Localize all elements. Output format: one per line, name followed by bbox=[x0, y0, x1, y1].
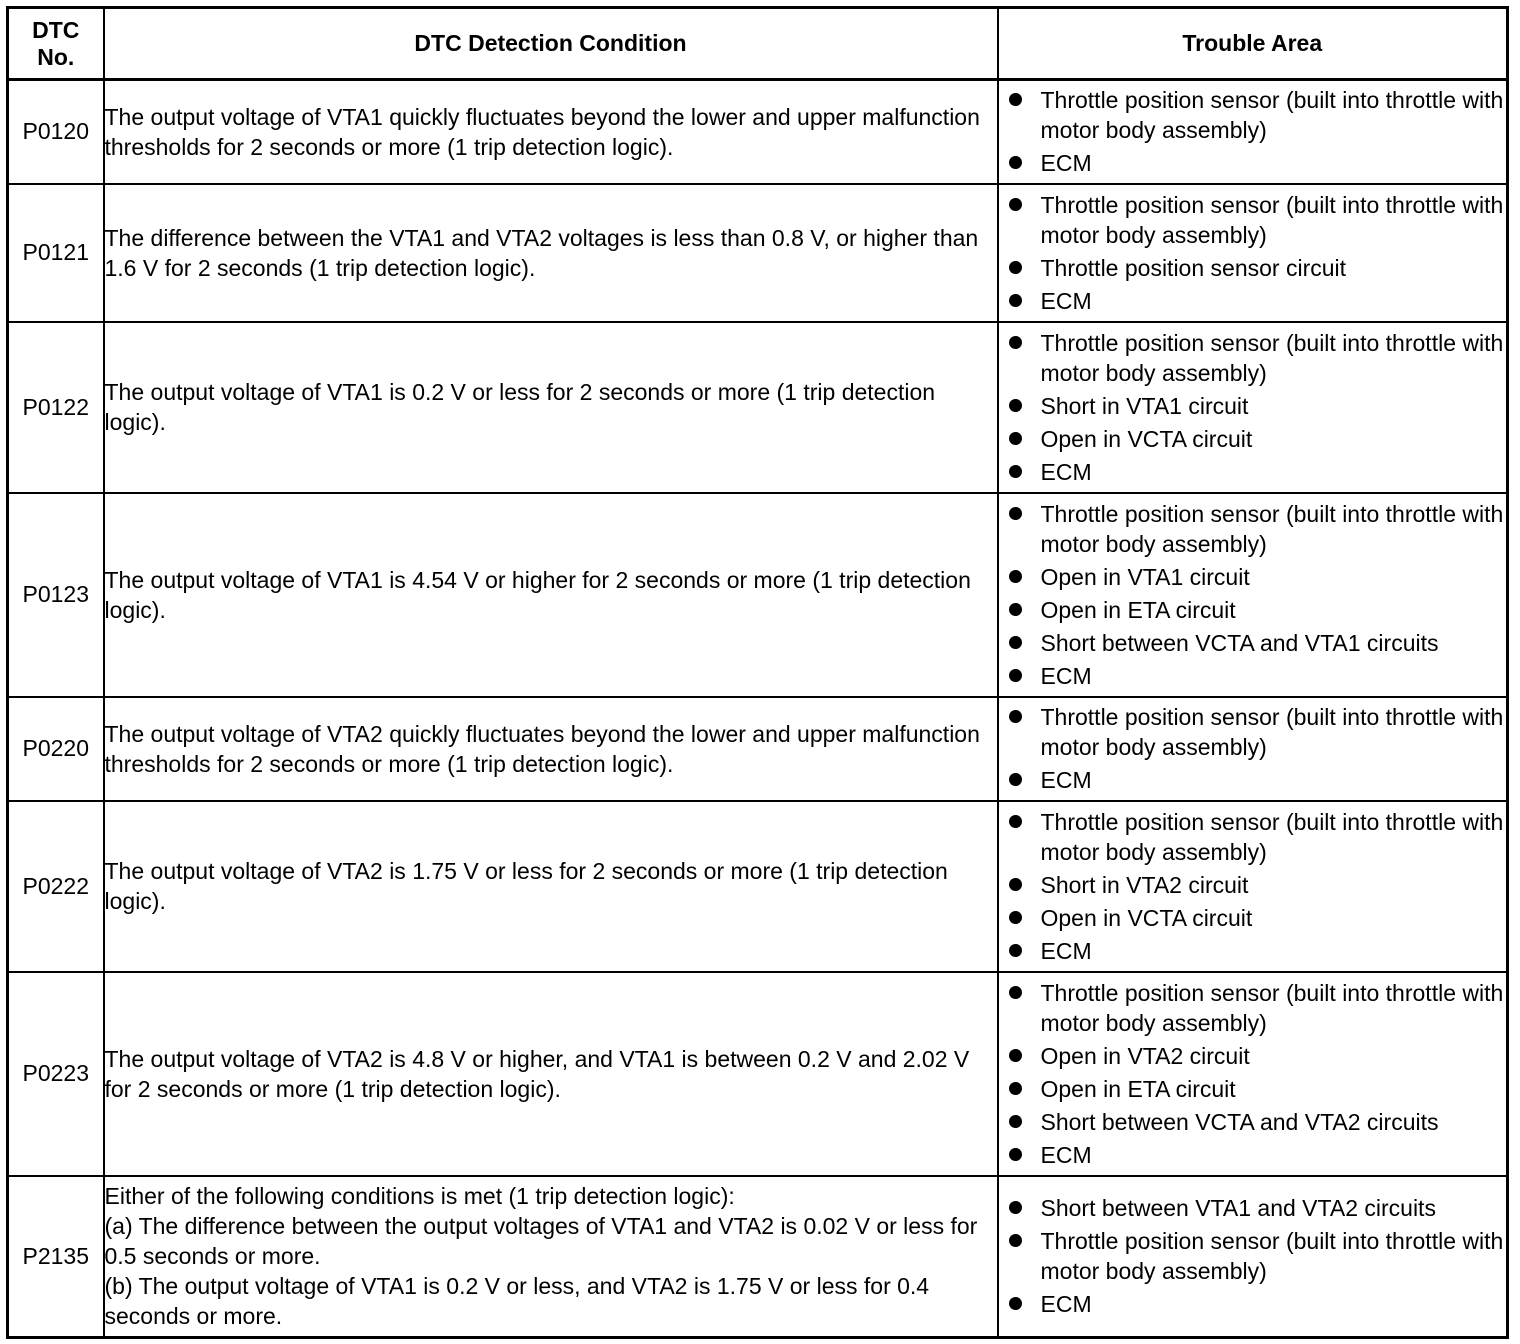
trouble-area-list bbox=[999, 702, 1507, 795]
detection-condition bbox=[104, 184, 998, 322]
bullet-icon bbox=[1009, 93, 1022, 106]
trouble-area-text: Throttle position sensor (built into throttle with motor body assembly) bbox=[1040, 500, 1504, 557]
trouble-area bbox=[998, 184, 1508, 322]
trouble-area-text: ECM bbox=[1040, 767, 1092, 793]
trouble-area-item bbox=[999, 936, 1507, 966]
trouble-area-item bbox=[999, 1140, 1507, 1170]
trouble-area-text: Open in ETA circuit bbox=[1040, 1075, 1236, 1102]
dtc-code: P0123 bbox=[8, 493, 104, 697]
bullet-icon bbox=[1009, 399, 1022, 412]
trouble-area-text: Open in VCTA circuit bbox=[1040, 904, 1253, 931]
trouble-area-text: ECM bbox=[1040, 458, 1092, 485]
trouble-area-text: ECM bbox=[1040, 150, 1092, 177]
condition-text: The output voltage of VTA2 is 1.75 V or less for 2 seconds or more (1 trip detection logic). bbox=[104, 858, 948, 914]
trouble-area-item bbox=[999, 85, 1507, 145]
detection-condition bbox=[104, 1176, 998, 1338]
condition-text: The output voltage of VTA1 is 0.2 V or less for 2 seconds or more (1 trip detection logic). bbox=[104, 379, 936, 435]
bullet-icon bbox=[1009, 636, 1022, 649]
trouble-area-item bbox=[999, 253, 1507, 283]
bullet-icon bbox=[1009, 1297, 1022, 1310]
header-dtc-no: DTC No. bbox=[8, 8, 104, 80]
trouble-area-item bbox=[999, 1289, 1507, 1319]
bullet-icon bbox=[1009, 603, 1022, 616]
table-row bbox=[8, 80, 1508, 184]
condition-text: The output voltage of VTA1 is 4.54 V or higher for 2 seconds or more (1 trip detection logic). bbox=[104, 566, 971, 623]
trouble-area-text: Throttle position sensor (built into throttle with motor body assembly) bbox=[1040, 1228, 1504, 1285]
table-row bbox=[8, 697, 1508, 801]
condition-text: The difference between the VTA1 and VTA2 voltages is less than 0.8 V, or higher than 1.6 V for 2 seconds (1 trip detection logic). bbox=[104, 224, 979, 281]
table-row bbox=[8, 1176, 1508, 1338]
trouble-area-text: Throttle position sensor circuit bbox=[1040, 254, 1347, 281]
trouble-area bbox=[998, 801, 1508, 972]
dtc-code: P0223 bbox=[8, 972, 104, 1176]
bullet-icon bbox=[1009, 878, 1022, 891]
trouble-area-item bbox=[999, 328, 1507, 388]
dtc-table bbox=[6, 6, 1509, 1339]
header-condition: DTC Detection Condition bbox=[104, 8, 998, 80]
bullet-icon bbox=[1009, 1234, 1022, 1247]
trouble-area-item bbox=[999, 595, 1507, 625]
bullet-icon bbox=[1009, 815, 1022, 828]
trouble-area-text: Short between VTA1 and VTA2 circuits bbox=[1040, 1195, 1436, 1222]
bullet-icon bbox=[1009, 465, 1022, 478]
header-trouble-area: Trouble Area bbox=[998, 8, 1508, 80]
trouble-area-item bbox=[999, 903, 1507, 933]
table-row bbox=[8, 801, 1508, 972]
bullet-icon bbox=[1009, 1201, 1022, 1214]
trouble-area-list bbox=[999, 328, 1507, 487]
trouble-area-text: Throttle position sensor (built into throttle with motor body assembly) bbox=[1040, 979, 1504, 1036]
trouble-area bbox=[998, 697, 1508, 801]
trouble-area-item bbox=[999, 499, 1507, 559]
trouble-area-text: Throttle position sensor (built into throttle with motor body assembly) bbox=[1040, 191, 1504, 248]
detection-condition bbox=[104, 801, 998, 972]
table-row bbox=[8, 184, 1508, 322]
trouble-area bbox=[998, 1176, 1508, 1338]
trouble-area-text: ECM bbox=[1040, 1141, 1092, 1168]
trouble-area-item bbox=[999, 1074, 1507, 1104]
trouble-area-text: Short between VCTA and VTA1 circuits bbox=[1040, 629, 1439, 656]
trouble-area-item bbox=[999, 1226, 1507, 1286]
dtc-code: P0121 bbox=[8, 184, 104, 322]
trouble-area-list bbox=[999, 1193, 1507, 1319]
bullet-icon bbox=[1009, 261, 1022, 274]
trouble-area-item bbox=[999, 457, 1507, 487]
trouble-area-text: Throttle position sensor (built into throttle with motor body assembly) bbox=[1040, 808, 1504, 865]
trouble-area-item bbox=[999, 148, 1507, 178]
trouble-area-item bbox=[999, 702, 1507, 762]
trouble-area-item bbox=[999, 1041, 1507, 1071]
trouble-area-text: ECM bbox=[1040, 937, 1092, 964]
header-row bbox=[8, 8, 1508, 80]
condition-text: The output voltage of VTA2 quickly fluctuates beyond the lower and upper malfunction thresholds for 2 seconds or more (1 trip detection logic). bbox=[104, 720, 980, 777]
table-row bbox=[8, 972, 1508, 1176]
bullet-icon bbox=[1009, 156, 1022, 169]
trouble-area-list bbox=[999, 499, 1507, 691]
trouble-area-item bbox=[999, 661, 1507, 691]
trouble-area-text: Open in VTA1 circuit bbox=[1040, 563, 1250, 590]
trouble-area-list bbox=[999, 85, 1507, 178]
trouble-area-text: ECM bbox=[1040, 662, 1092, 689]
trouble-area bbox=[998, 972, 1508, 1176]
trouble-area-item bbox=[999, 391, 1507, 421]
detection-condition bbox=[104, 697, 998, 801]
trouble-area-item bbox=[999, 765, 1507, 795]
trouble-area-item bbox=[999, 870, 1507, 900]
dtc-code: P0120 bbox=[8, 80, 104, 184]
bullet-icon bbox=[1009, 336, 1022, 349]
trouble-area-list bbox=[999, 190, 1507, 316]
trouble-area bbox=[998, 493, 1508, 697]
detection-condition bbox=[104, 322, 998, 493]
trouble-area-text: Throttle position sensor (built into throttle with motor body assembly) bbox=[1040, 87, 1504, 144]
bullet-icon bbox=[1009, 507, 1022, 520]
trouble-area-item bbox=[999, 1107, 1507, 1137]
trouble-area-list bbox=[999, 807, 1507, 966]
trouble-area-text: Open in VCTA circuit bbox=[1040, 425, 1253, 452]
trouble-area-text: Throttle position sensor (built into throttle with motor body assembly) bbox=[1040, 704, 1504, 760]
dtc-code: P0222 bbox=[8, 801, 104, 972]
trouble-area-item bbox=[999, 286, 1507, 316]
bullet-icon bbox=[1009, 944, 1022, 957]
table-row bbox=[8, 322, 1508, 493]
trouble-area-text: Open in VTA2 circuit bbox=[1040, 1042, 1250, 1069]
trouble-area-text: Open in ETA circuit bbox=[1040, 596, 1236, 623]
trouble-area-text: Short between VCTA and VTA2 circuits bbox=[1040, 1108, 1439, 1135]
trouble-area-item bbox=[999, 1193, 1507, 1223]
trouble-area-item bbox=[999, 190, 1507, 250]
condition-text: The output voltage of VTA2 is 4.8 V or higher, and VTA1 is between 0.2 V and 2.02 V for 2 seconds or more (1 trip detection logic). bbox=[104, 1045, 970, 1102]
trouble-area-text: ECM bbox=[1040, 1291, 1092, 1318]
condition-text: The output voltage of VTA1 quickly fluctuates beyond the lower and upper malfunction thresholds for 2 seconds or more (1 trip detection logic). bbox=[104, 103, 980, 160]
table-row bbox=[8, 493, 1508, 697]
trouble-area bbox=[998, 80, 1508, 184]
bullet-icon bbox=[1009, 570, 1022, 583]
dtc-code: P0220 bbox=[8, 697, 104, 801]
trouble-area-item bbox=[999, 978, 1507, 1038]
trouble-area-list bbox=[999, 978, 1507, 1170]
bullet-icon bbox=[1009, 669, 1022, 682]
trouble-area-text: Short in VTA1 circuit bbox=[1040, 392, 1249, 419]
detection-condition bbox=[104, 80, 998, 184]
bullet-icon bbox=[1009, 1082, 1022, 1095]
trouble-area-item bbox=[999, 807, 1507, 867]
trouble-area-text: Throttle position sensor (built into throttle with motor body assembly) bbox=[1040, 329, 1504, 386]
trouble-area-text: ECM bbox=[1040, 287, 1092, 314]
bullet-icon bbox=[1009, 1115, 1022, 1128]
trouble-area-item bbox=[999, 424, 1507, 454]
bullet-icon bbox=[1009, 710, 1022, 723]
bullet-icon bbox=[1009, 1049, 1022, 1062]
table-body bbox=[8, 80, 1508, 1338]
bullet-icon bbox=[1009, 432, 1022, 445]
condition-text: (a) The difference between the output voltages of VTA1 and VTA2 is 0.02 V or less for 0.5 seconds or more. bbox=[104, 1213, 978, 1270]
trouble-area bbox=[998, 322, 1508, 493]
trouble-area-text: Short in VTA2 circuit bbox=[1040, 871, 1249, 898]
condition-text: Either of the following conditions is met (1 trip detection logic): bbox=[104, 1183, 735, 1210]
bullet-icon bbox=[1009, 986, 1022, 999]
detection-condition bbox=[104, 493, 998, 697]
bullet-icon bbox=[1009, 198, 1022, 211]
dtc-code: P2135 bbox=[8, 1176, 104, 1338]
bullet-icon bbox=[1009, 294, 1022, 307]
trouble-area-item bbox=[999, 628, 1507, 658]
bullet-icon bbox=[1009, 773, 1022, 786]
bullet-icon bbox=[1009, 1148, 1022, 1161]
detection-condition bbox=[104, 972, 998, 1176]
condition-text: (b) The output voltage of VTA1 is 0.2 V or less, and VTA2 is 1.75 V or less for 0.4 seconds or more. bbox=[104, 1273, 930, 1330]
dtc-code: P0122 bbox=[8, 322, 104, 493]
trouble-area-item bbox=[999, 562, 1507, 592]
bullet-icon bbox=[1009, 911, 1022, 924]
